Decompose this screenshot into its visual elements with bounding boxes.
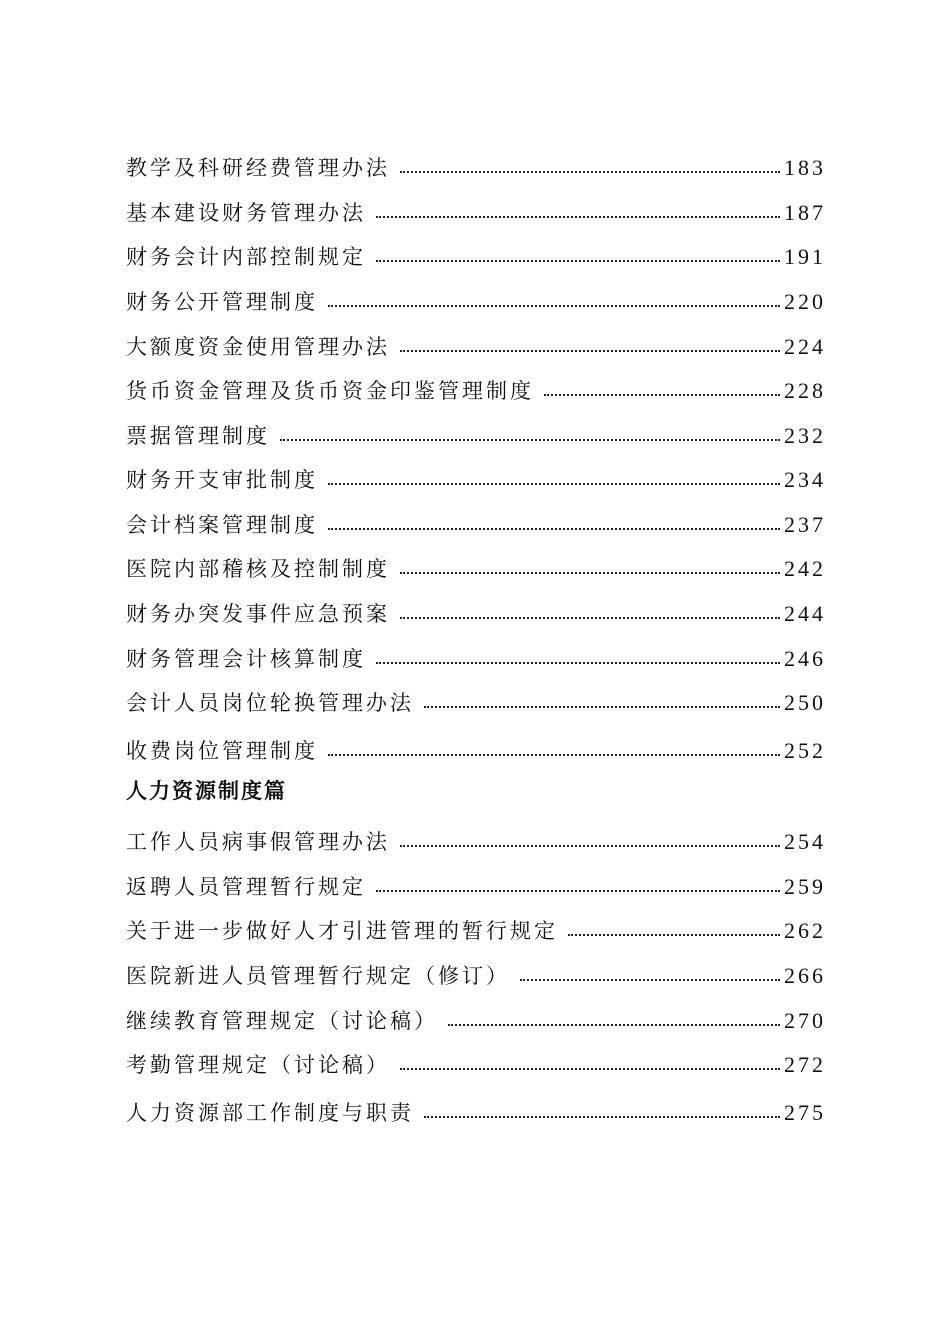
toc-entry[interactable] [126, 680, 826, 714]
toc-entry[interactable] [126, 998, 826, 1032]
toc-entry[interactable] [126, 502, 826, 536]
toc-leader-dots [376, 890, 780, 892]
toc-entry-page: 272 [784, 1052, 826, 1077]
toc-entry-title: 返聘人员管理暂行规定 [126, 875, 366, 899]
toc-entry-page: 228 [784, 378, 826, 403]
toc-leader-dots [544, 394, 780, 396]
toc-leader-dots [376, 260, 780, 262]
toc-entry-page: 191 [784, 244, 826, 269]
toc-leader-dots [328, 305, 780, 307]
toc-entry-page: 232 [784, 423, 826, 448]
toc-entry-page: 234 [784, 467, 826, 492]
toc-entry-page: 275 [784, 1100, 826, 1125]
toc-leader-dots [400, 617, 780, 619]
toc-entry-title: 关于进一步做好人才引进管理的暂行规定 [126, 919, 558, 943]
section-heading: 人力资源制度篇 [126, 778, 287, 803]
toc-entry-page: 244 [784, 601, 826, 626]
toc-entry[interactable] [126, 728, 826, 762]
toc-entry[interactable] [126, 546, 826, 580]
toc-leader-dots [400, 845, 780, 847]
toc-entry-page: 270 [784, 1008, 826, 1033]
toc-entry-page: 187 [784, 200, 826, 225]
toc-leader-dots [520, 979, 780, 981]
toc-leader-dots [400, 350, 780, 352]
toc-entry-page: 266 [784, 963, 826, 988]
toc-entry[interactable] [126, 908, 826, 942]
toc-entry-page: 252 [784, 738, 826, 763]
toc-leader-dots [400, 1068, 780, 1070]
toc-entry[interactable] [126, 190, 826, 224]
toc-leader-dots [400, 171, 780, 173]
toc-leader-dots [328, 754, 780, 756]
toc-leader-dots [568, 934, 780, 936]
toc-entry[interactable] [126, 279, 826, 313]
toc-leader-dots [376, 662, 780, 664]
toc-entry[interactable] [126, 145, 826, 179]
toc-entry-page: 259 [784, 874, 826, 899]
toc-entry-page: 250 [784, 690, 826, 715]
toc-entry-page: 246 [784, 646, 826, 671]
toc-entry-title: 财务办突发事件应急预案 [126, 602, 390, 626]
toc-entry[interactable] [126, 234, 826, 268]
toc-leader-dots [424, 706, 780, 708]
toc-entry-page: 183 [784, 155, 826, 180]
toc-entry[interactable] [126, 1090, 826, 1124]
toc-entry-page: 262 [784, 918, 826, 943]
toc-entry-title: 人力资源部工作制度与职责 [126, 1101, 414, 1125]
toc-entry-title: 货币资金管理及货币资金印鉴管理制度 [126, 379, 534, 403]
toc-entry-title: 工作人员病事假管理办法 [126, 830, 390, 854]
toc-entry-title: 财务会计内部控制规定 [126, 245, 366, 269]
toc-entry-title: 财务公开管理制度 [126, 290, 318, 314]
toc-entry-title: 大额度资金使用管理办法 [126, 335, 390, 359]
toc-entry[interactable] [126, 413, 826, 447]
toc-leader-dots [328, 483, 780, 485]
toc-entry[interactable] [126, 819, 826, 853]
toc-entry[interactable] [126, 457, 826, 491]
toc-entry-page: 254 [784, 829, 826, 854]
toc-entry-title: 收费岗位管理制度 [126, 739, 318, 763]
toc-entry-title: 医院内部稽核及控制制度 [126, 557, 390, 581]
toc-entry[interactable] [126, 864, 826, 898]
toc-entry[interactable] [126, 1042, 826, 1076]
toc-leader-dots [448, 1024, 780, 1026]
toc-entry[interactable] [126, 591, 826, 625]
toc-entry[interactable] [126, 324, 826, 358]
toc-leader-dots [424, 1116, 780, 1118]
toc-entry-title: 考勤管理规定（讨论稿） [126, 1053, 390, 1077]
toc-leader-dots [376, 216, 780, 218]
toc-entry-page: 220 [784, 289, 826, 314]
toc-entry-title: 继续教育管理规定（讨论稿） [126, 1009, 438, 1033]
toc-entry-title: 医院新进人员管理暂行规定（修订） [126, 964, 510, 988]
toc-entry-title: 财务开支审批制度 [126, 468, 318, 492]
toc-entry[interactable] [126, 636, 826, 670]
toc-entry-page: 237 [784, 512, 826, 537]
toc-entry-title: 教学及科研经费管理办法 [126, 156, 390, 180]
toc-entry-title: 票据管理制度 [126, 424, 270, 448]
toc-leader-dots [400, 572, 780, 574]
toc-entry-page: 224 [784, 334, 826, 359]
toc-leader-dots [280, 439, 780, 441]
toc-entry[interactable] [126, 368, 826, 402]
toc-entry-page: 242 [784, 556, 826, 581]
toc-entry-title: 会计人员岗位轮换管理办法 [126, 691, 414, 715]
toc-entry-title: 财务管理会计核算制度 [126, 647, 366, 671]
toc-leader-dots [328, 528, 780, 530]
toc-entry[interactable] [126, 953, 826, 987]
toc-entry-title: 基本建设财务管理办法 [126, 201, 366, 225]
toc-entry-title: 会计档案管理制度 [126, 513, 318, 537]
